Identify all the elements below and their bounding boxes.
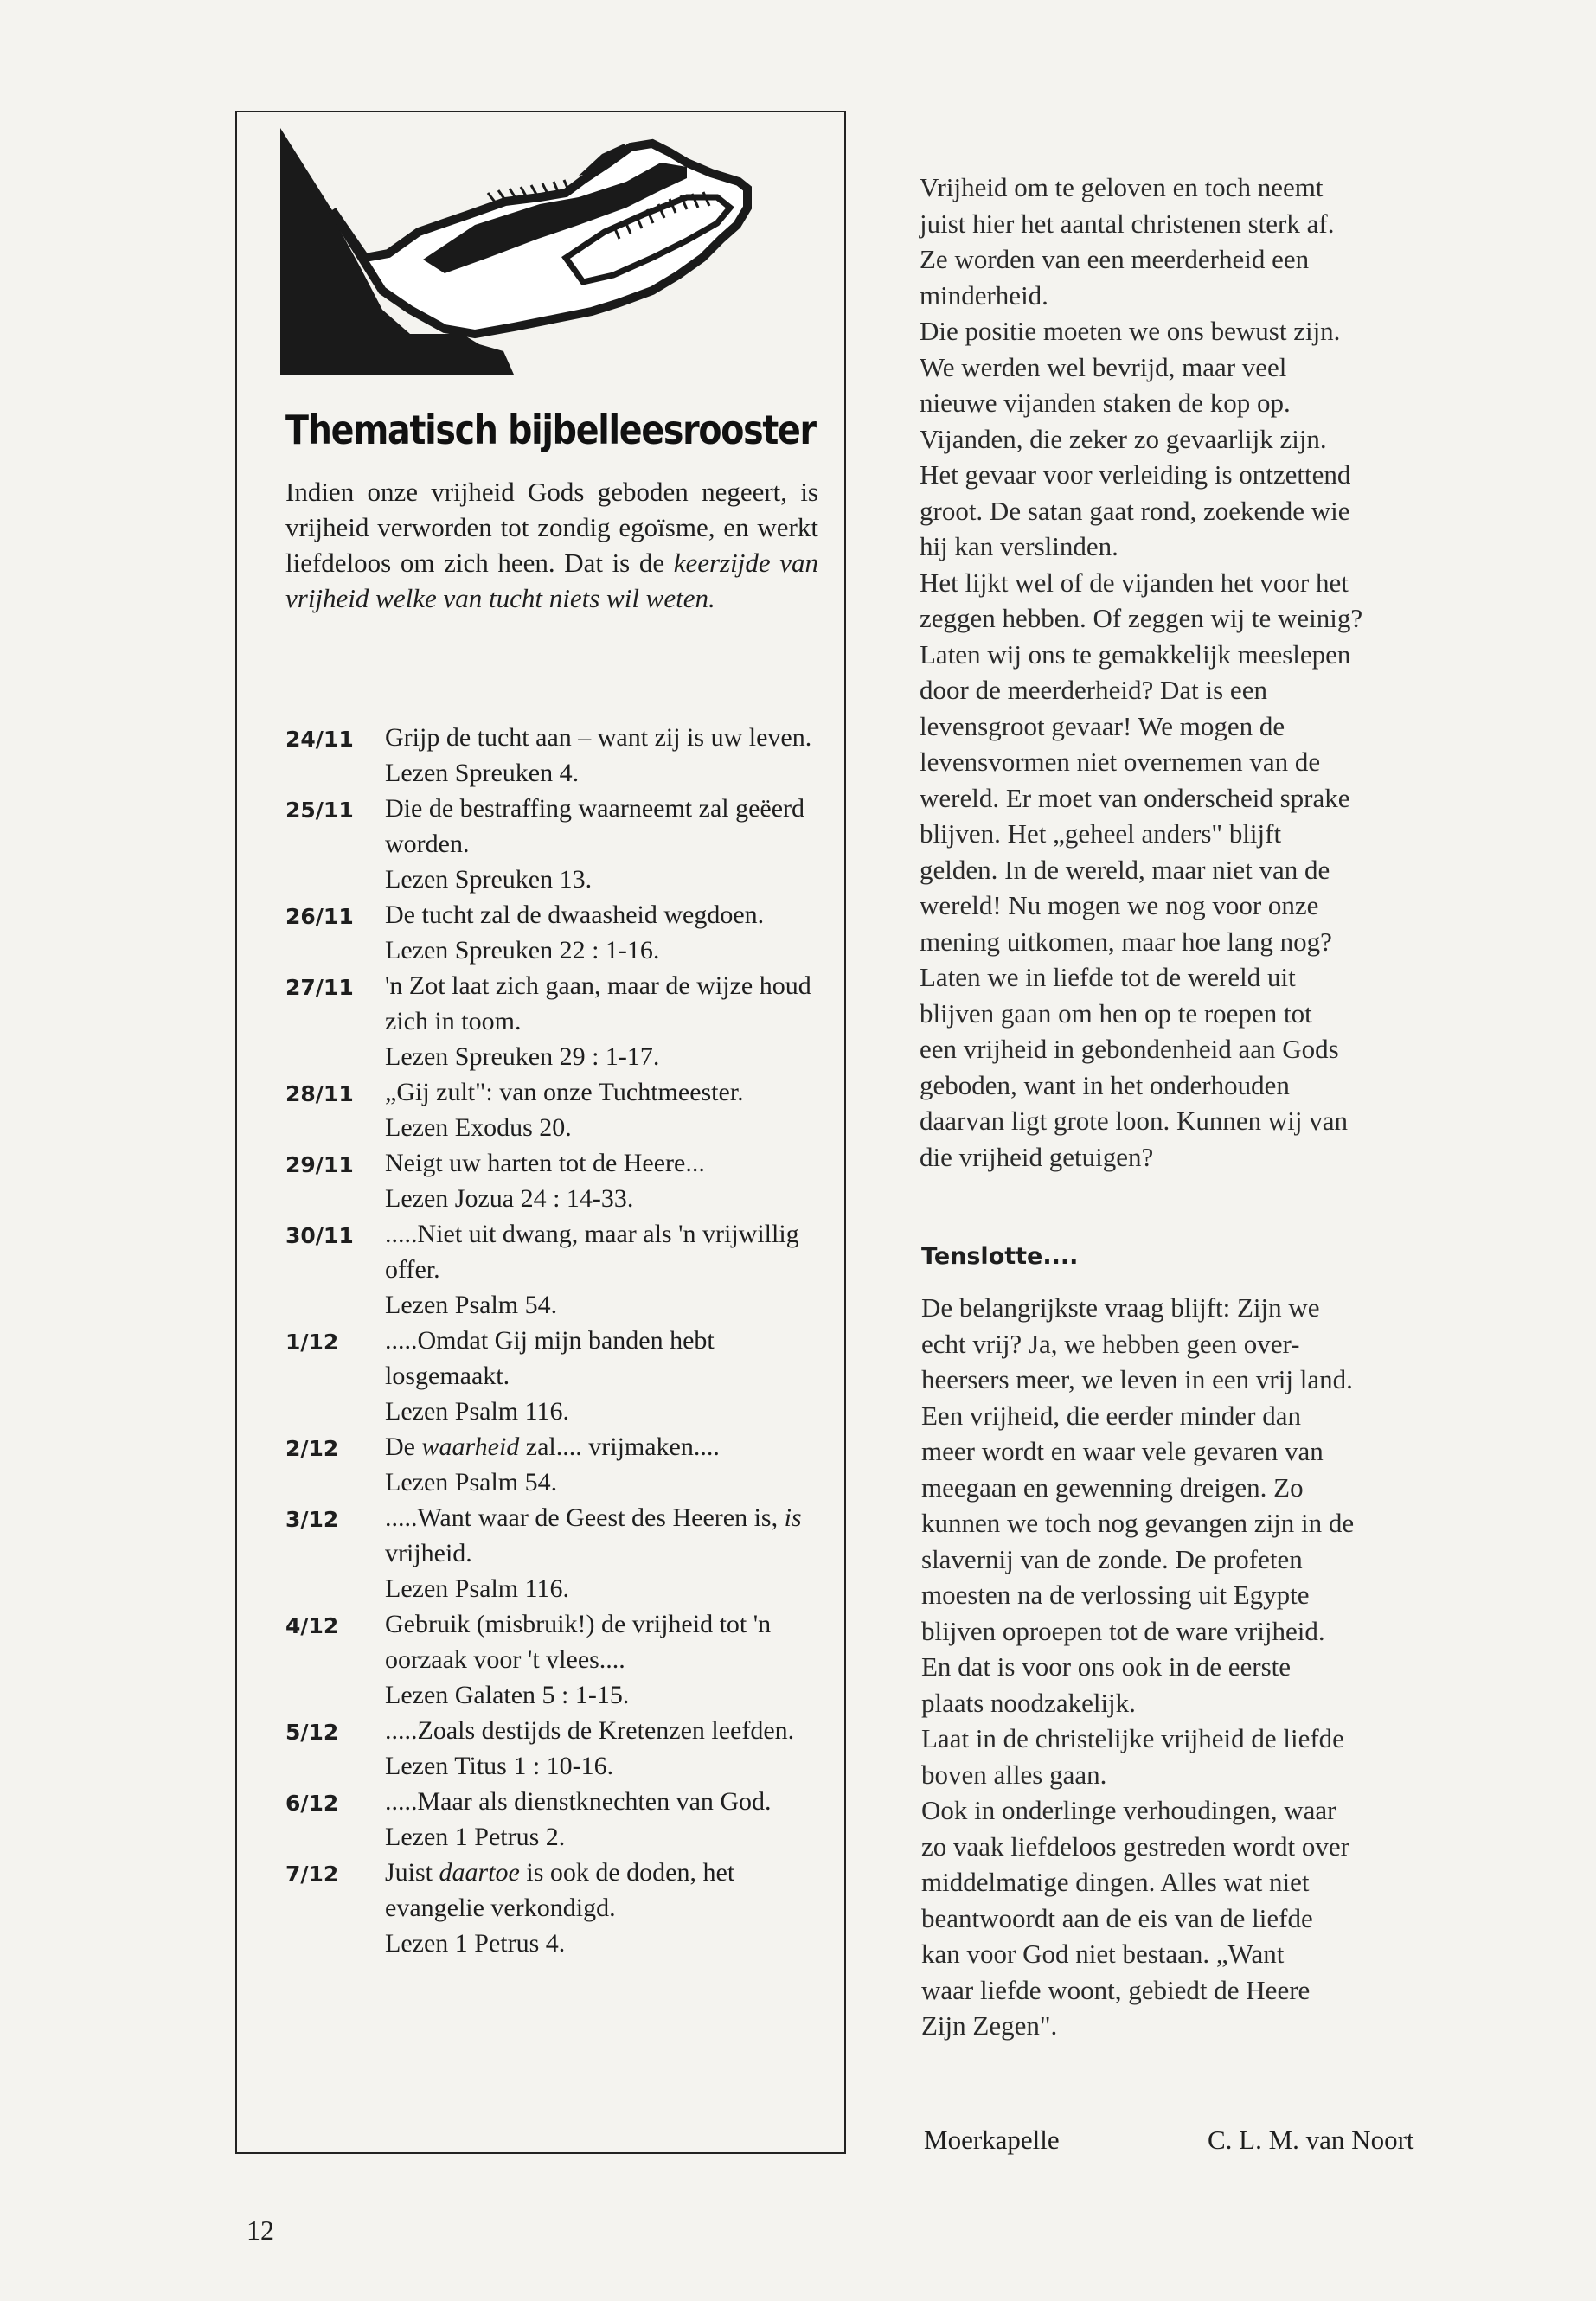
article-line: juist hier het aantal christenen sterk af.: [920, 208, 1335, 239]
entry-text: „Gij zult": van onze Tuchtmeester.: [385, 1078, 744, 1106]
article-line: levensvormen niet overnemen van de: [920, 747, 1321, 777]
schedule-title: Thematisch bijbelleesrooster: [285, 407, 816, 453]
article-line: Laten we in liefde tot de wereld uit: [920, 962, 1296, 992]
article-line: Het gevaar voor verleiding is ontzettend: [920, 459, 1351, 490]
entry-date: 1/12: [285, 1330, 339, 1355]
signature-place: Moerkapelle: [924, 2125, 1060, 2155]
entry-date: 2/12: [285, 1436, 339, 1461]
reading-list: [285, 720, 822, 1961]
signature-author: C. L. M. van Noort: [1208, 2125, 1414, 2155]
entry-reading: Lezen Psalm 54.: [385, 1291, 558, 1319]
reading-entry: [285, 968, 822, 1074]
article-line: kunnen we toch nog gevangen zijn in de: [921, 1508, 1355, 1538]
article-line: gelden. In de wereld, maar niet van de: [920, 854, 1330, 885]
entry-reading: Lezen 1 Petrus 4.: [385, 1929, 566, 1958]
article-line: groot. De satan gaat rond, zoekende wie: [920, 495, 1350, 526]
article-line: meer wordt en waar vele gevaren van: [921, 1436, 1324, 1466]
entry-text: De tucht zal de dwaasheid wegdoen.: [385, 901, 765, 929]
entry-date: 30/11: [285, 1223, 354, 1248]
article-line: nieuwe vijanden staken de kop op.: [920, 388, 1291, 418]
section-heading: Tenslotte....: [921, 1243, 1079, 1270]
article-line: hij kan verslinden.: [920, 531, 1118, 561]
article-line: plaats noodzakelijk.: [921, 1687, 1136, 1718]
reading-entry: [285, 720, 822, 791]
article-line: waar liefde woont, gebiedt de Heere: [921, 1974, 1311, 2005]
entry-text: .....Maar als dienstknechten van God.: [385, 1787, 772, 1816]
article-line: beantwoordt aan de eis van de liefde: [921, 1902, 1313, 1933]
entry-reading: Lezen 1 Petrus 2.: [385, 1823, 566, 1851]
entry-date: 5/12: [285, 1720, 339, 1745]
reading-entry: [285, 1606, 822, 1713]
article-line: Vrijheid om te geloven en toch neemt: [920, 172, 1324, 202]
reading-entry: [285, 1145, 822, 1216]
hand-holding-bible-illustration: [280, 128, 817, 375]
reading-entry: [285, 1855, 822, 1961]
article-line: daarvan ligt grote loon. Kunnen wij van: [920, 1106, 1349, 1136]
article-line: boven alles gaan.: [921, 1759, 1107, 1790]
article-line: moesten na de verlossing uit Egypte: [921, 1580, 1310, 1610]
entry-date: 24/11: [285, 727, 354, 752]
entry-date: 7/12: [285, 1862, 339, 1887]
entry-date: 3/12: [285, 1507, 339, 1532]
entry-reading: Lezen Spreuken 29 : 1-17.: [385, 1042, 660, 1071]
article-line: door de meerderheid? Dat is een: [920, 675, 1267, 705]
reading-entry: [285, 1323, 822, 1429]
article-line: slavernij van de zonde. De profeten: [921, 1543, 1303, 1574]
article-line: Het lijkt wel of de vijanden het voor het: [920, 567, 1349, 598]
article-line: mening uitkomen, maar hoe lang nog?: [920, 926, 1332, 957]
article-line: meegaan en gewenning dreigen. Zo: [921, 1471, 1304, 1503]
reading-entry: [285, 1784, 822, 1855]
article-line: wereld. Er moet van onderscheid sprake: [920, 782, 1350, 813]
reading-entry: [285, 1429, 822, 1500]
article-line: levensgroot gevaar! We mogen de: [920, 710, 1285, 741]
article-line: een vrijheid in gebondenheid aan Gods: [920, 1034, 1339, 1064]
article-line: die vrijheid getuigen?: [920, 1141, 1154, 1172]
article-line: Vijanden, die zeker zo gevaarlijk zijn.: [920, 423, 1327, 454]
article-line: blijven. Het „geheel anders" blijft: [920, 818, 1282, 849]
entry-date: 4/12: [285, 1613, 339, 1638]
article-line: wereld! Nu mogen we nog voor onze: [920, 890, 1319, 920]
entry-reading: Lezen Spreuken 13.: [385, 865, 593, 894]
reading-entry: [285, 897, 822, 968]
entry-text: Die de bestraffing waarneemt zal geëerd worden.: [385, 794, 805, 858]
article-line: echt vrij? Ja, we hebben geen over-: [921, 1328, 1300, 1359]
entry-date: 29/11: [285, 1152, 354, 1177]
entry-text: De waarheid zal.... vrijmaken....: [385, 1433, 720, 1461]
entry-reading: Lezen Jozua 24 : 14-33.: [385, 1184, 634, 1213]
article-line: blijven oproepen tot de ware vrijheid.: [921, 1615, 1325, 1646]
article-line: blijven gaan om hen op te roepen tot: [920, 997, 1312, 1029]
entry-reading: Lezen Exodus 20.: [385, 1113, 572, 1142]
article-line: Ook in onderlinge verhoudingen, waar: [921, 1795, 1336, 1825]
entry-text: .....Zoals destijds de Kretenzen leefden.: [385, 1716, 795, 1745]
entry-text: 'n Zot laat zich gaan, maar de wijze houd zich in toom.: [385, 971, 811, 1035]
entry-date: 27/11: [285, 975, 354, 1000]
entry-reading: Lezen Psalm 116.: [385, 1574, 570, 1603]
entry-reading: Lezen Psalm 54.: [385, 1468, 558, 1497]
reading-entry: [285, 1713, 822, 1784]
entry-reading: Lezen Titus 1 : 10-16.: [385, 1752, 614, 1780]
entry-reading: Lezen Psalm 116.: [385, 1397, 570, 1426]
intro-italic-text: keerzijde van vrijheid welke van tucht niets wil weten.: [285, 548, 818, 613]
entry-date: 25/11: [285, 798, 354, 823]
article-line: De belangrijkste vraag blijft: Zijn we: [921, 1292, 1320, 1323]
article-line: zo vaak liefdeloos gestreden wordt over: [921, 1830, 1349, 1862]
reading-schedule-box: [235, 111, 846, 2154]
entry-text: .....Niet uit dwang, maar als 'n vrijwillig offer.: [385, 1220, 799, 1284]
article-line: En dat is voor ons ook in de eerste: [921, 1651, 1292, 1682]
article-line: middelmatige dingen. Alles wat niet: [921, 1867, 1310, 1897]
article-line: We werden wel bevrijd, maar veel: [920, 351, 1287, 382]
article-line: heersers meer, we leven in een vrij land.: [921, 1364, 1353, 1394]
entry-text: .....Omdat Gij mijn banden hebt losgemaakt.: [385, 1326, 715, 1390]
article-line: minderheid.: [920, 279, 1048, 311]
intro-text: Indien onze vrijheid Gods geboden negeert, is vrijheid verworden tot zondig egoïsme, en werkt liefdeloos om zich heen. Dat is de: [285, 477, 818, 578]
entry-text: Gebruik (misbruik!) de vrijheid tot 'n oorzaak voor 't vlees....: [385, 1610, 772, 1674]
article-conclusion: [921, 1290, 1497, 2044]
entry-text: .....Want waar de Geest des Heeren is, is vrijheid.: [385, 1503, 802, 1567]
entry-reading: Lezen Galaten 5 : 1-15.: [385, 1681, 630, 1709]
reading-entry: [285, 791, 822, 897]
article-line: Laten wij ons te gemakkelijk meeslepen: [920, 638, 1351, 670]
entry-date: 6/12: [285, 1791, 339, 1816]
article-line: Die positie moeten we ons bewust zijn.: [920, 316, 1341, 346]
entry-date: 28/11: [285, 1081, 354, 1106]
article-line: Ze worden van een meerderheid een: [920, 244, 1310, 274]
entry-text: Neigt uw harten tot de Heere...: [385, 1149, 705, 1177]
schedule-intro: [285, 474, 818, 616]
reading-entry: [285, 1074, 822, 1145]
article-line: kan voor God niet bestaan. „Want: [921, 1939, 1285, 1969]
entry-text: Juist daartoe is ook de doden, het evangelie verkondigd.: [385, 1858, 735, 1922]
entry-text: Grijp de tucht aan – want zij is uw leven.: [385, 723, 812, 752]
article-line: geboden, want in het onderhouden: [920, 1069, 1290, 1100]
article-line: Laat in de christelijke vrijheid de liefde: [921, 1723, 1344, 1753]
article-line: zeggen hebben. Of zeggen wij te weinig?: [920, 603, 1363, 633]
reading-entry: [285, 1500, 822, 1606]
article-line: Zijn Zegen".: [921, 2010, 1058, 2041]
page-number: 12: [247, 2214, 274, 2246]
entry-reading: Lezen Spreuken 22 : 1-16.: [385, 936, 660, 965]
entry-reading: Lezen Spreuken 4.: [385, 759, 580, 787]
article-column: [920, 170, 1495, 1175]
entry-date: 26/11: [285, 904, 354, 929]
reading-entry: [285, 1216, 822, 1323]
article-line: Een vrijheid, die eerder minder dan: [921, 1400, 1301, 1431]
